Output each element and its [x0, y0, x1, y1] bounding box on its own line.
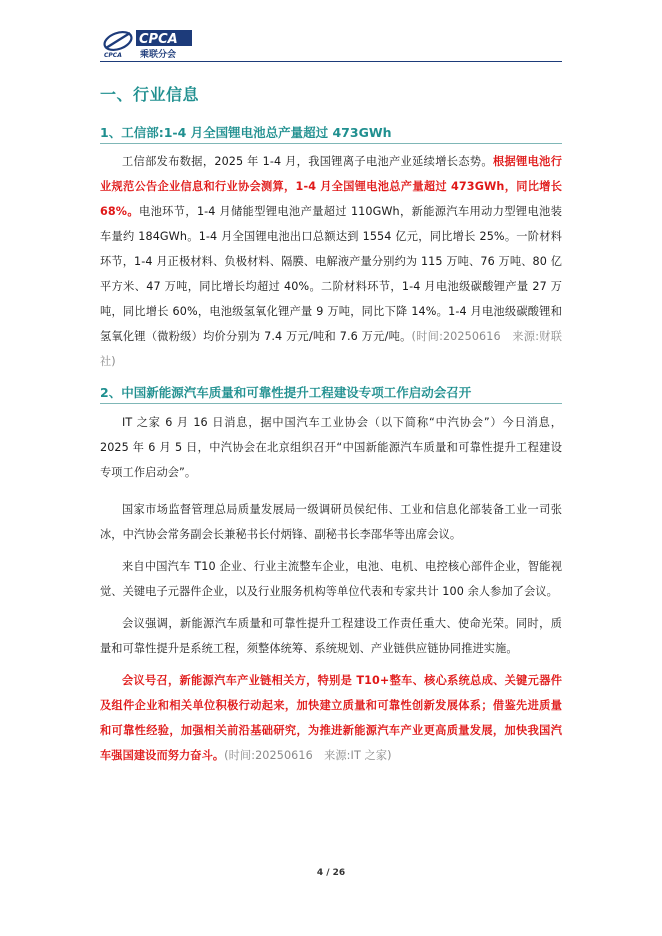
news-title-1-underline: [100, 143, 562, 144]
news-2-paragraph-5: [100, 668, 562, 768]
news-2-source: (时间:20250616 来源:IT 之家): [224, 749, 392, 762]
news-2-highlight: 会议号召，新能源汽车产业链相关方，特别是 T10+整车、核心系统总成、关键元器件及组件企业和相关单位积极行动起来，加快建立质量和可靠性创新发展体系；借鉴先进质量和可靠性经验，加强相关前沿基础研究，为推进新能源汽车产业更高质量发展，加快我国汽车强国建设而努力奋斗。: [100, 674, 562, 762]
news-1-text-cont: 电池环节，1-4 月储能型锂电池产量超过 110GWh，新能源汽车用动力型锂电池装车量约 184GWh。1-4 月全国锂电池出口总额达到 1554 亿元，同比增长 25%。一阶材料环节，1-4 月正极材料、负极材料、隔膜、电解液产量分别约为 115 万吨、76 万吨、80 亿平方米、47 万吨，同比增长均超过 40%。二阶材料环节，1-4 月电池级碳酸锂产量 27 万吨，同比增长 60%，电池级氢氧化锂产量 9 万吨，同比下降 14%。1-4 月电池级碳酸锂和氢氧化锂（微粉级）均价分别为 7.4 万元/吨和 7.6 万元/吨。: [100, 205, 562, 343]
news-1-text: 工信部发布数据，2025 年 1-4 月，我国锂离子电池产业延续增长态势。: [122, 155, 493, 168]
logo-text: CPCA: [139, 32, 178, 47]
news-title-2-underline: [100, 403, 562, 404]
news-1-source: (时间:20250616 来源:财联社): [100, 330, 563, 368]
news-2-paragraph-3: 来自中国汽车 T10 企业、行业主流整车企业，电池、电机、电控核心部件企业，智能视觉、关键电子元器件企业，以及行业服务机构等单位代表和专家共计 100 余人参加了会议。: [100, 560, 562, 598]
news-2-paragraph-4: 会议强调，新能源汽车质量和可靠性提升工程建设工作责任重大、使命光荣。同时，质量和可靠性提升是系统工程，须整体统筹、系统规划、产业链供应链协同推进实施。: [100, 617, 562, 655]
news-1-highlight: 根据锂电池行业规范公告企业信息和行业协会测算，1-4 月全国锂电池总产量超过 473GWh，同比增长 68%。: [100, 155, 562, 218]
svg-text:乘联分会: 乘联分会: [140, 50, 177, 60]
news-2-paragraph-1: IT 之家 6 月 16 日消息，据中国汽车工业协会（以下简称“中汽协会”）今日消息，2025 年 6 月 5 日，中汽协会在北京组织召开“中国新能源汽车质量和可靠性提升工程建设专项工作启动会”。: [100, 416, 562, 479]
svg-text:CPCA: CPCA: [104, 52, 122, 59]
news-title-2: 2、中国新能源汽车质量和可靠性提升工程建设专项工作启动会召开: [100, 385, 472, 400]
news-2-paragraph-2: 国家市场监督管理总局质量发展局一级调研员侯纪伟、工业和信息化部装备工业一司张冰，中汽协会常务副会长兼秘书长付炳锋、副秘书长李邵华等出席会议。: [100, 503, 562, 541]
header-divider: [100, 61, 562, 62]
news-1-paragraph: [100, 149, 562, 374]
news-title-1: 1、工信部:1-4 月全国锂电池总产量超过 473GWh: [100, 125, 392, 140]
cpca-logo: [100, 24, 200, 60]
page-number: 4 / 26: [316, 868, 346, 878]
section-title: 一、行业信息: [100, 85, 200, 104]
